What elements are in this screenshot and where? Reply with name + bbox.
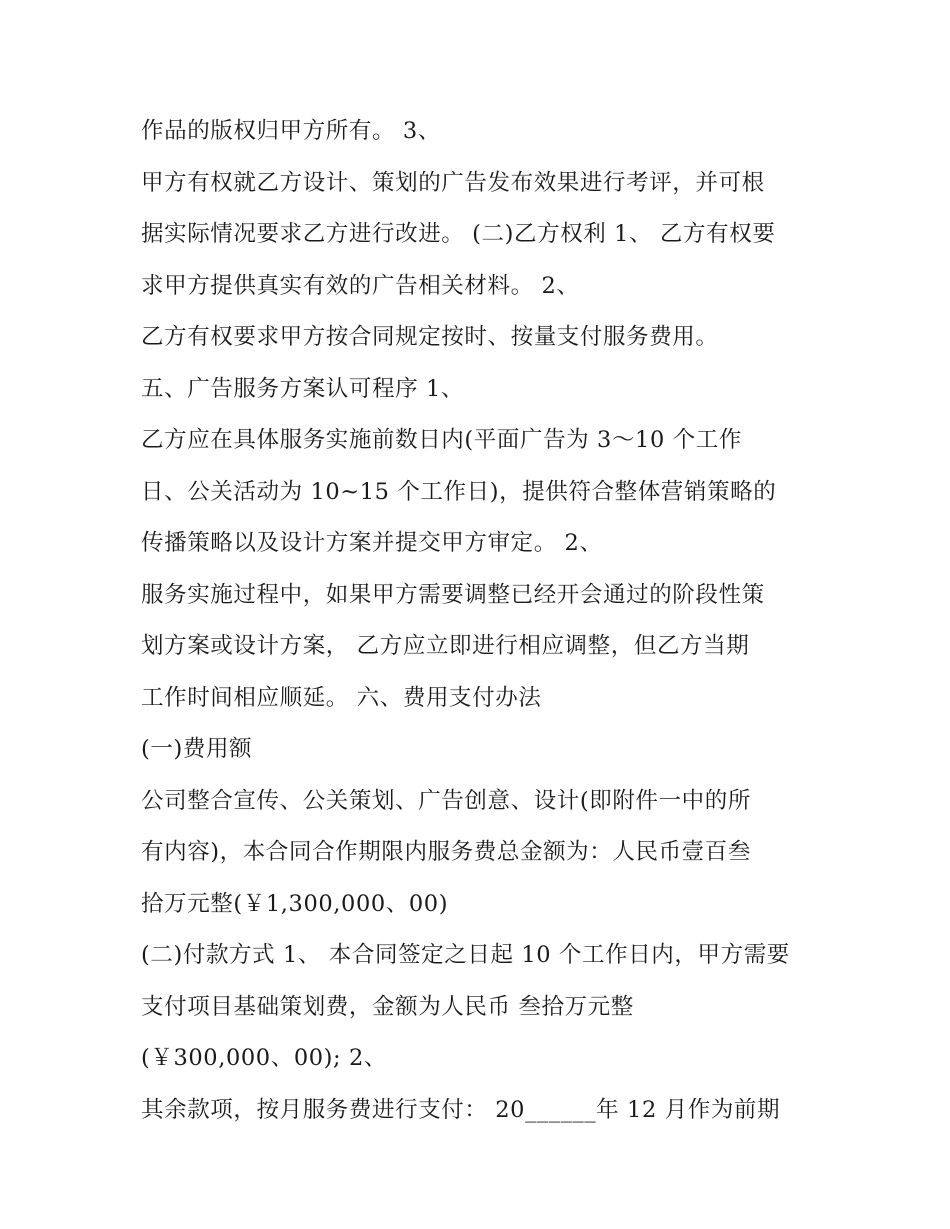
text-line: 服务实施过程中，如果甲方需要调整已经开会通过的阶段性策 [141,581,765,608]
text-line: 传播策略以及设计方案并提交甲方审定。 2、 [141,530,603,556]
text-line: 求甲方提供真实有效的广告相关材料。 2、 [141,272,580,299]
text-line: 乙方有权要求甲方按合同规定按时、按量支付服务费用。 [141,324,719,350]
text-line: (￥300,000、00); 2、 [141,1045,387,1071]
document-body [141,106,821,1136]
text-line: 公司整合宣传、公关策划、广告创意、设计(即附件一中的所 [141,787,751,814]
text-line: 其余款项，按月服务费进行支付： 20______年 12 月作为前期 [141,1096,781,1123]
text-line: 日、公关活动为 10~15 个工作日)，提供符合整体营销策略的 [141,478,777,505]
section-heading-five: 五、广告服务方案认可程序 1、 [141,375,464,402]
text-line: 支付项目基础策划费，金额为人民币 叁拾万元整 [141,993,634,1020]
text-line: 作品的版权归甲方所有。 3、 [141,118,441,144]
text-line: 拾万元整(￥1,300,000、00) [141,890,449,917]
text-line: 据实际情况要求乙方进行改进。 (二)乙方权利 1、 乙方有权要 [141,221,776,247]
text-line: 乙方应在具体服务实施前数日内(平面广告为 3～10 个工作 [141,427,742,453]
text-line: 工作时间相应顺延。 六、费用支付办法 [141,684,542,711]
text-line: 有内容)，本合同合作期限内服务费总金额为：人民币壹百叁 [141,839,751,865]
text-line: 划方案或设计方案， 乙方应立即进行相应调整，但乙方当期 [141,633,750,659]
subsection-heading-fee-amount: (一)费用额 [141,736,253,762]
text-line: 甲方有权就乙方设计、策划的广告发布效果进行考评，并可根 [141,169,765,196]
text-line: (二)付款方式 1、 本合同签定之日起 10 个工作日内，甲方需要 [141,942,790,968]
